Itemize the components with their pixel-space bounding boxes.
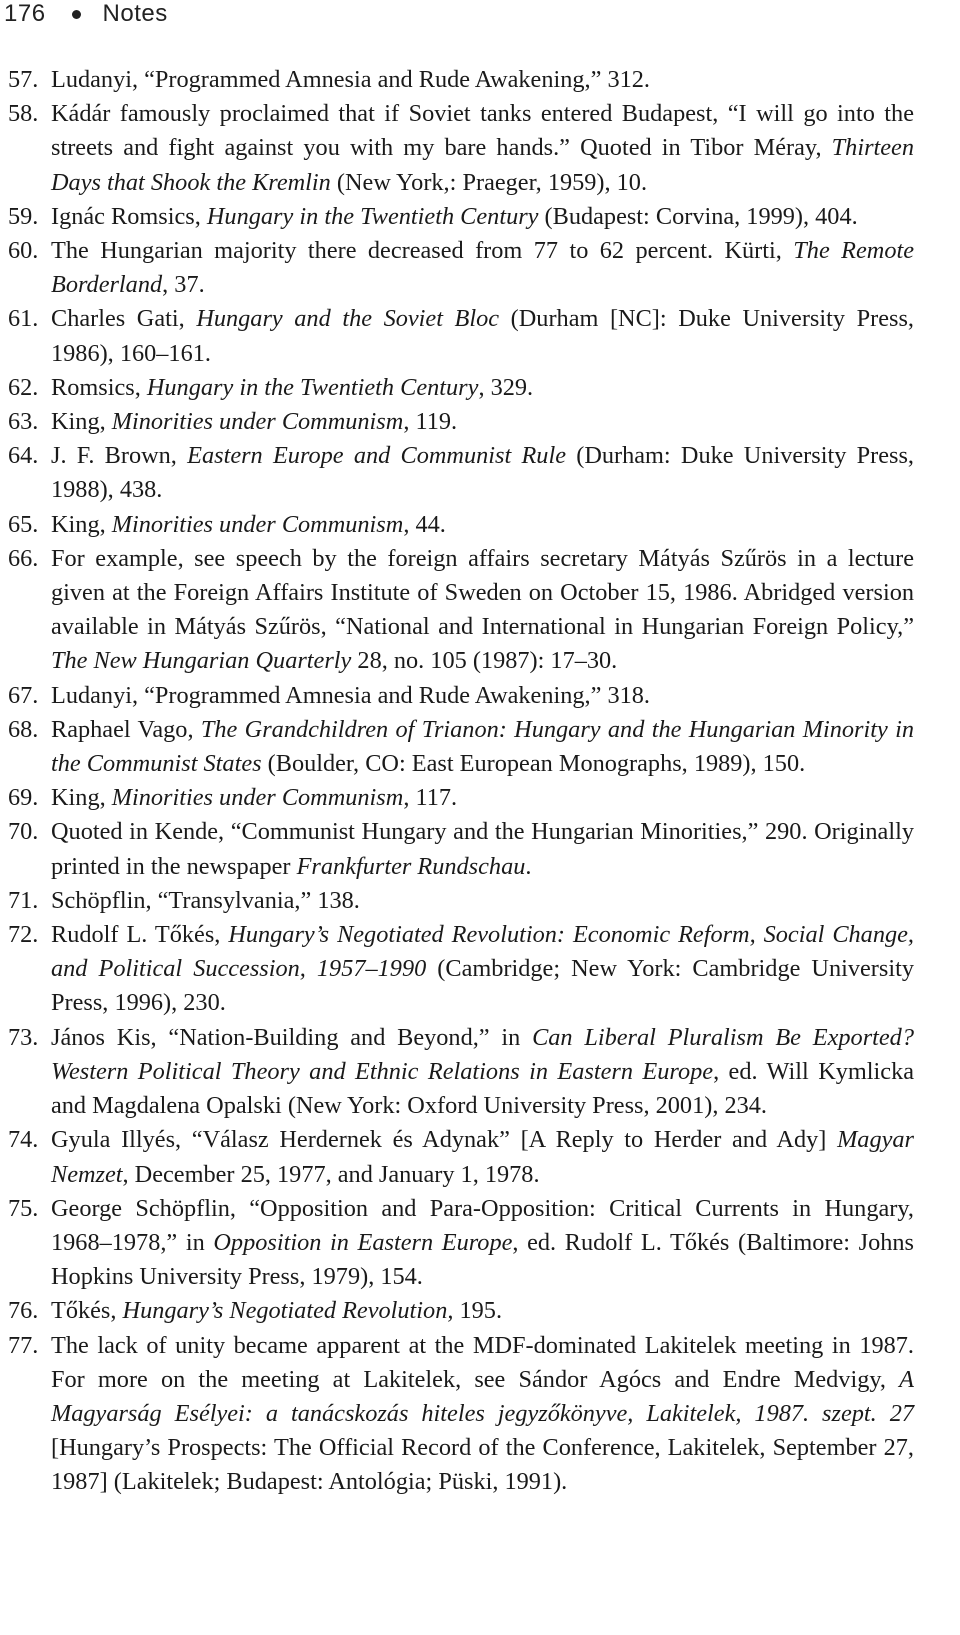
note-item	[8, 1021, 914, 1124]
note-item	[8, 1329, 914, 1500]
note-item	[8, 918, 914, 1021]
notes-list	[8, 63, 914, 1500]
note-item	[8, 97, 914, 200]
note-number: 77.	[8, 1331, 39, 1359]
note-text-run: , December 25, 1977, and January 1, 1978.	[122, 1160, 540, 1188]
running-head	[4, 0, 168, 28]
note-title-italic: Eastern Europe and Communist Rule	[187, 442, 566, 470]
note-text	[51, 1195, 914, 1290]
note-item	[8, 1294, 914, 1328]
note-title-italic: The Grandchildren of Trianon: Hungary and the Hungarian Minority in the Communist States	[51, 715, 914, 778]
note-number: 69.	[8, 784, 39, 812]
note-number: 76.	[8, 1297, 39, 1325]
note-text-run: Romsics,	[51, 373, 147, 401]
note-text	[51, 1126, 914, 1187]
note-number: 61.	[8, 305, 39, 333]
note-text	[51, 887, 360, 914]
note-item	[8, 1192, 914, 1295]
note-text	[51, 442, 914, 503]
section-title: Notes	[102, 0, 168, 27]
note-text	[51, 66, 650, 93]
note-title-italic: Minorities under Communism	[111, 510, 404, 538]
note-number: 66.	[8, 544, 39, 572]
note-number: 73.	[8, 1023, 39, 1051]
note-text-run: , 117.	[403, 784, 458, 812]
note-title-italic: The Remote Borderland	[51, 237, 915, 299]
note-title-italic: A Magyarság Esélyei: a tanácskozás hiteles jegyzőkönyve, Lakitelek, 1987. szept. 27	[51, 1365, 914, 1427]
note-text	[51, 921, 914, 1016]
note-item	[8, 884, 914, 918]
note-item	[8, 302, 914, 370]
note-text-run: , 44.	[403, 510, 446, 538]
note-title-italic: Hungary’s Negotiated Revolution,	[122, 1297, 454, 1325]
note-title-italic: Hungary and the Soviet Bloc	[196, 305, 500, 333]
note-text	[51, 682, 650, 709]
note-item	[8, 405, 914, 439]
note-number: 58.	[8, 100, 39, 128]
note-text-run: , 119.	[403, 408, 458, 436]
note-text	[51, 408, 457, 435]
note-text-run: Charles Gati,	[51, 305, 197, 333]
note-item	[8, 234, 914, 302]
note-text-run: (New York,: Praeger, 1959), 10.	[330, 168, 648, 196]
note-text-run: Ludanyi, “Programmed Amnesia and Rude Awakening,” 318.	[51, 681, 650, 709]
note-text	[51, 237, 914, 298]
note-text	[51, 716, 914, 777]
note-title-italic: Minorities under Communism	[111, 784, 404, 812]
note-number: 67.	[8, 681, 39, 709]
note-number: 64.	[8, 442, 39, 470]
note-text	[51, 1297, 502, 1324]
note-text-run: Gyula Illyés, “Válasz Herdernek és Adynak” [A Reply to Herder and Ady]	[51, 1126, 838, 1154]
note-text-run: (Durham [NC]: Duke University Press, 1986), 160–161.	[51, 305, 914, 367]
note-text-run: Rudolf L. Tőkés,	[51, 921, 229, 949]
note-item	[8, 508, 914, 542]
note-title-italic: Opposition in Eastern Europe	[213, 1228, 513, 1256]
note-text	[51, 203, 858, 230]
note-item	[8, 815, 914, 883]
note-text	[51, 818, 914, 879]
note-title-italic: Frankfurter Rundschau	[296, 852, 526, 880]
note-text	[51, 511, 446, 538]
note-title-italic: The New Hungarian Quarterly	[51, 647, 352, 675]
note-number: 60.	[8, 237, 39, 265]
note-text-run: , 329.	[478, 373, 534, 401]
note-text	[51, 305, 914, 366]
note-number: 57.	[8, 66, 39, 93]
note-text-run: The lack of unity became apparent at the MDF-dominated Lakitelek meeting in 1987. For more on the meeting at Lakitelek, see Sándor Agócs and Endre Medvigy,	[51, 1331, 914, 1393]
note-item	[8, 371, 914, 405]
note-text-run: For example, see speech by the foreign affairs secretary Mátyás Szűrös in a lecture given at the Foreign Affairs Institute of Sweden on October 15, 1986. Abridged version available in Mátyás Szűrös, “National and International in Hungarian Foreign Policy,”	[51, 544, 914, 641]
note-number: 63.	[8, 408, 39, 436]
note-text-run: , ed. Will Kymlicka and Magdalena Opalski (New York: Oxford University Press, 2001), 234.	[51, 1057, 915, 1120]
note-title-italic: Hungary in the Twentieth Century	[146, 373, 479, 401]
note-text-run: (Durham: Duke University Press, 1988), 438.	[51, 442, 914, 504]
note-text	[51, 784, 457, 811]
note-text	[51, 545, 914, 675]
note-title-italic: Hungary in the Twentieth Century	[206, 202, 539, 230]
note-text-run: (Budapest: Corvina, 1999), 404.	[538, 202, 858, 230]
note-number: 70.	[8, 818, 39, 846]
note-text	[51, 100, 914, 195]
note-text	[51, 374, 533, 401]
note-title-italic: Can Liberal Pluralism Be Exported? Western Political Theory and Ethnic Relations in Eastern Europe	[51, 1023, 914, 1085]
note-title-italic: Thirteen Days that Shook the Kremlin	[51, 134, 914, 196]
note-item	[8, 63, 914, 97]
note-text-run: János Kis, “Nation-Building and Beyond,” in	[51, 1023, 533, 1051]
bullet-icon	[72, 10, 81, 19]
note-text-run: 28, no. 105 (1987): 17–30.	[351, 647, 618, 675]
note-number: 71.	[8, 886, 39, 914]
note-number: 65.	[8, 510, 39, 538]
note-title-italic: Minorities under Communism	[111, 408, 404, 436]
note-number: 59.	[8, 202, 39, 230]
note-text-run: King,	[51, 408, 112, 436]
note-text-run: Ludanyi, “Programmed Amnesia and Rude Awakening,” 312.	[51, 66, 650, 93]
note-text-run: J. F. Brown,	[51, 442, 188, 470]
note-text-run: , 37.	[162, 271, 205, 299]
note-item	[8, 713, 914, 781]
note-number: 74.	[8, 1126, 39, 1154]
note-text-run: , ed. Rudolf L. Tőkés (Baltimore: Johns Hopkins University Press, 1979), 154.	[51, 1228, 914, 1291]
note-title-italic: Magyar Nemzet	[51, 1126, 914, 1188]
note-text-run: 195.	[453, 1297, 503, 1325]
note-item	[8, 781, 914, 815]
note-text-run: The Hungarian majority there decreased from 77 to 62 percent. Kürti,	[51, 237, 794, 265]
note-text-run: Raphael Vago,	[51, 715, 201, 743]
note-item	[8, 1123, 914, 1191]
note-text-run: (Boulder, CO: East European Monographs, 1989), 150.	[261, 750, 806, 778]
note-text	[51, 1332, 914, 1496]
note-item	[8, 200, 914, 234]
note-text-run: [Hungary’s Prospects: The Official Record of the Conference, Lakitelek, September 27, 1987] (Lakitelek; Budapest: Antológia; Püski, 1991).	[51, 1434, 914, 1496]
note-number: 75.	[8, 1194, 39, 1222]
note-number: 68.	[8, 715, 39, 743]
note-text-run: Ignác Romsics,	[51, 202, 207, 230]
note-text-run: George Schöpflin, “Opposition and Para-Opposition: Critical Currents in Hungary, 1968–1978,” in	[51, 1194, 914, 1256]
note-number: 72.	[8, 921, 39, 949]
note-text-run: .	[525, 852, 532, 880]
note-text-run: (Cambridge; New York: Cambridge University Press, 1996), 230.	[51, 955, 914, 1017]
note-text-run: King,	[51, 510, 112, 538]
note-text-run: Quoted in Kende, “Communist Hungary and the Hungarian Minorities,” 290. Originally printed in the newspaper	[51, 818, 914, 880]
note-title-italic: Hungary’s Negotiated Revolution: Economic Reform, Social Change, and Political Succession, 1957–1990	[51, 921, 914, 983]
note-item	[8, 439, 914, 507]
note-text	[51, 1024, 914, 1119]
note-item	[8, 542, 914, 679]
page-number: 176	[4, 0, 46, 27]
note-item	[8, 679, 914, 713]
note-text-run: Kádár famously proclaimed that if Soviet tanks entered Budapest, “I will go into the streets and fight against you with my bare hands.” Quoted in Tibor Méray,	[51, 100, 914, 162]
note-number: 62.	[8, 373, 39, 401]
note-text-run: Tőkés,	[51, 1297, 123, 1325]
note-text-run: Schöpflin, “Transylvania,” 138.	[51, 886, 360, 914]
note-text-run: King,	[51, 784, 112, 812]
